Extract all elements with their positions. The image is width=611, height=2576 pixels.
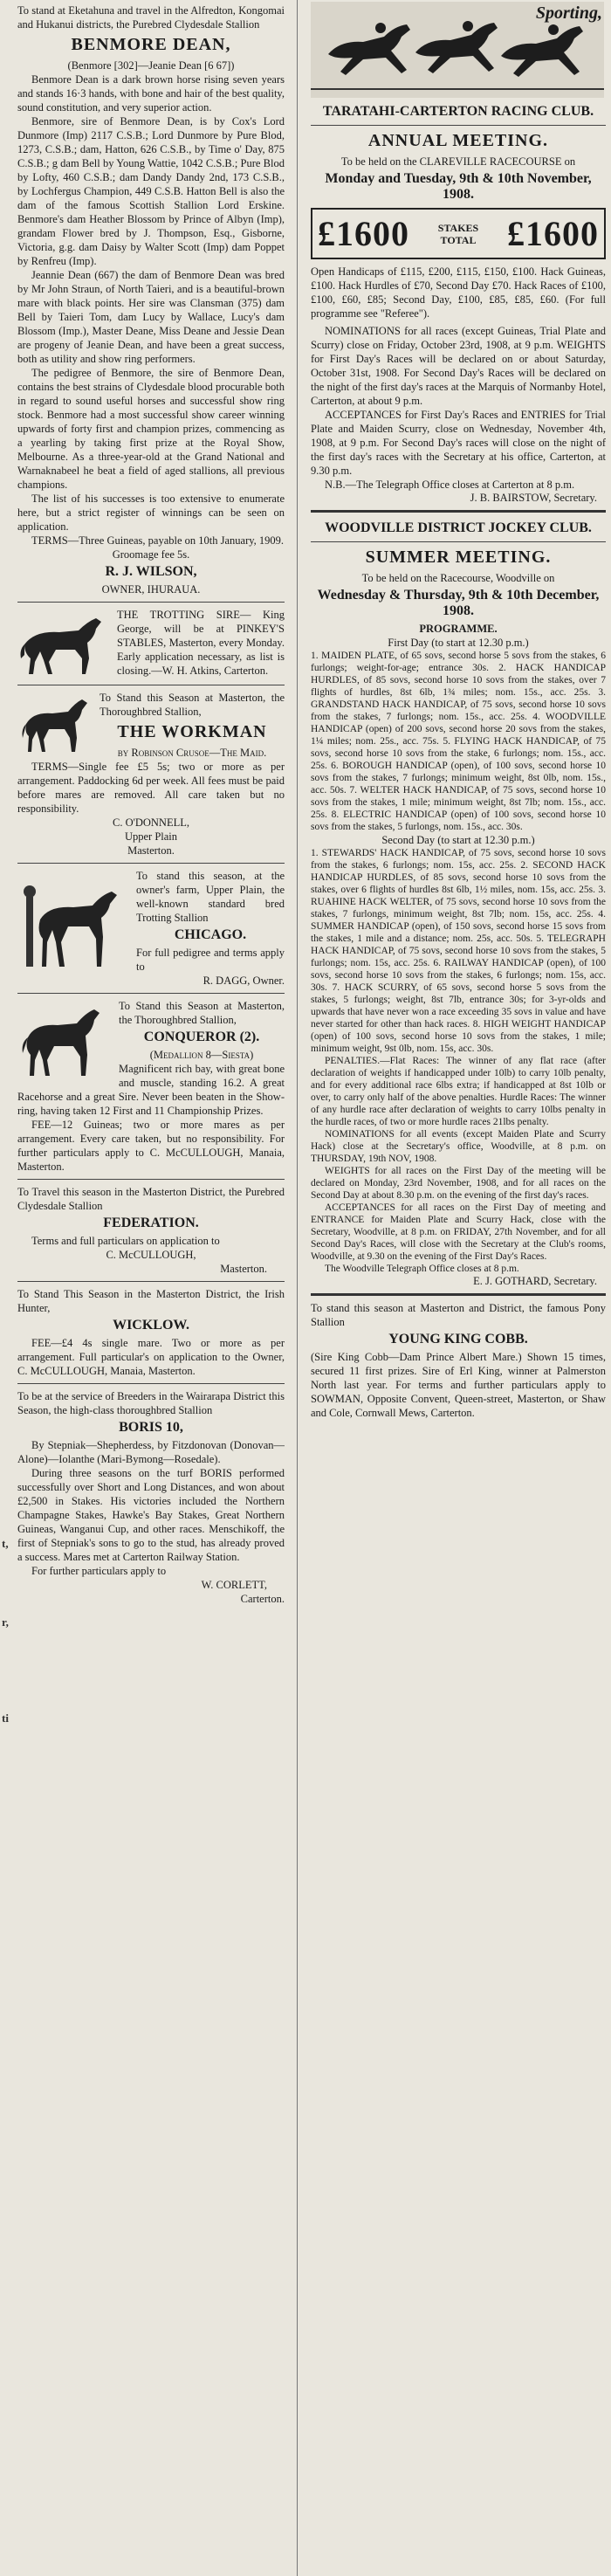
- chicago-ad: [17, 869, 285, 988]
- benmore-title: BENMORE DEAN,: [71, 35, 231, 54]
- taratahi-acceptances: ACCEPTANCES for First Day's Races and ENTRIES for Trial Plate and Maiden Scurry, close on Wednesday, November 4th, 1908, at 9 p.m. For Second Day's races will close on the night of the first day's races with the Secretary at his office, Carterton, at 9.30 p.m.: [311, 409, 606, 477]
- stakes-right: £1600: [507, 214, 599, 253]
- boris-ad: [17, 1389, 285, 1606]
- federation-terms: Terms and full particulars on application to: [31, 1235, 220, 1247]
- woodville-ad: [311, 518, 606, 1288]
- wicklow-intro: To Stand This Season in the Masterton District, the Irish Hunter,: [17, 1288, 285, 1314]
- stakes-label-top: STAKES: [437, 221, 479, 234]
- taratahi-held: To be held on the CLAREVILLE RACECOURSE on: [340, 155, 576, 168]
- conqueror-text: To Stand this Season at Masterton, the Thoroughbred Stallion,: [119, 1000, 285, 1026]
- benmore-groomage: Groomage fee 5s.: [112, 548, 190, 561]
- taratahi-dates: Monday and Tuesday, 9th & 10th November, 1908.: [325, 171, 592, 202]
- conqueror-name: CONQUEROR (2).: [143, 1030, 260, 1044]
- workman-place1: Upper Plain: [124, 830, 178, 843]
- workman-owner: C. O'DONNELL,: [112, 816, 189, 829]
- benmore-para4: The pedigree of Benmore, the sire of Benmore Dean, contains the best strains of Clydesdale blood procurable both in regard to sound useful horses and successful show ring stock. Benmore had a most successful show career winning upwards of forty first and champion prizes, commencing as a yearling by taking first prize at the Royal Show, Melbourne. As a three-year-old at the Grand National and Warnaknabeel he beat a field of aged stallions, all previous champions.: [17, 367, 285, 491]
- chicago-apply: For full pedigree and terms apply to: [136, 947, 285, 973]
- taratahi-sig: J. B. BAIRSTOW, Secretary.: [470, 492, 597, 504]
- edge-mark: t,: [2, 1537, 9, 1550]
- woodville-programme: PROGRAMME.: [419, 623, 498, 635]
- federation-ad: [17, 1185, 285, 1276]
- divider: [17, 1383, 285, 1384]
- benmore-owner-role: OWNER, IHURAUA.: [101, 583, 201, 596]
- edge-mark: ti: [2, 1712, 9, 1725]
- boris-apply: For further particulars apply to: [31, 1565, 167, 1577]
- taratahi-ad: [311, 101, 606, 505]
- woodville-acceptances: ACCEPTANCES for all races on the First Day of meeting and ENTRANCE for Maiden Plate and Scurry Hack, close with the Secretary, Woodville, at 8 p.m. on FRIDAY, 27th November, and for all Second Day's Races, will close with the Secretary at the Club's rooms, Woodville, at 9.30 on the evening of the First Day's Races.: [311, 1202, 606, 1262]
- cobb-intro: To stand this season at Masterton and District, the famous Pony Stallion: [311, 1302, 606, 1328]
- conqueror-breeding: (Medallion 8—Siesta): [149, 1049, 254, 1061]
- woodville-held: To be held on the Racecourse, Woodville on: [361, 572, 555, 584]
- workman-terms: TERMS—Single fee £5 5s; two or more as per arrangement. Paddocking 6d per week. All fees must be paid before mares are removed. All care taken but no responsibility.: [17, 761, 285, 815]
- benmore-dean-ad: [17, 3, 285, 596]
- divider: [17, 602, 285, 603]
- workman-breeding: by Robinson Crusoe—The Maid.: [117, 747, 267, 759]
- divider: [17, 1281, 285, 1282]
- benmore-owner: R. J. WILSON,: [105, 564, 197, 579]
- left-column: [0, 0, 288, 2576]
- boris-para: During three seasons on the turf BORIS performed successfully over Short and Long Distances, and won about £2,500 in Stakes. His victories included the Northern Champagne Stakes, Hawke's Bay Stakes, Great Northern Guineas, Wanganui Cup, and other races. Menschikoff, the first of Stepniak's sons to go to the stud, has already proved a success. Mares met at Carterton Railway Station.: [17, 1467, 285, 1563]
- benmore-subtitle: (Benmore [302]—Jeanie Dean [6 67]): [67, 59, 235, 72]
- trotting-sire-ad: [17, 608, 285, 679]
- federation-place: Masterton.: [220, 1263, 267, 1275]
- benmore-para3: Jeannie Dean (667) the dam of Benmore Dean was bred by Mr John Straun, of North Taieri, and is a beautiful-brown mare with black points. Her sire was Clansman (375) dam Bell by Taieri Tom, dam Lucy by Wallace, Lucy's dam Blossom (Imp.), Master Deane, Miss Deane and Jessie Dean are progeny of Jeanie Dean, and have been a great success, both as utility and show ring performers.: [17, 269, 285, 365]
- edge-mark: r,: [2, 1615, 9, 1629]
- federation-name: FEDERATION.: [103, 1216, 199, 1230]
- chicago-horse-icon: [17, 871, 131, 975]
- boris-place: Carterton.: [240, 1593, 285, 1605]
- woodville-nominations: NOMINATIONS for all events (except Maiden Plate and Scurry Hack) close at the Secretary's office, Woodville, at 8 p.m. on THURSDAY, 19th NOV, 1908.: [311, 1129, 606, 1164]
- woodville-day1-text: 1. MAIDEN PLATE, of 65 sovs, second horse 5 sovs from the stakes, 6 furlongs; weight-for-age; entrance 30s. 2. HACK HANDICAP HURDLES, of 85 sovs, second horse 10 sovs from the stakes, over 7 flights of hurdles, 8st 6lb, 1¾ miles; nom. 15s., acc. 25s. 3. GRANDSTAND HACK HANDICAP, of 75 sovs, second horse 10 sovs from the stakes, 7 furlongs; nom. 15s., acc. 25s. 4. WOODVILLE HANDICAP (open) of 200 sovs, second horse 20 sovs from the stakes, 1¼ miles; nom. 25s., acc. 75s. 5. FLYING HACK HANDICAP, of 75 sovs, second horse 10 sovs from the stake, 6 furlongs; nom. 15s., acc. 25s. 6. BOROUGH HANDICAP (open), of 100 sovs, second horse 10 sovs from the stakes, 7 furlongs; minimum weight, 8st 0lb, nom. 15s., acc. 50s. 7. WELTER HACK HANDICAP, of 75 sovs, second horse 10 sovs from the stakes, 1 mile; minimum weight, 8st 7lb; nom. 15s., acc. 25s. 8. ELECTRIC HANDICAP (open) of 100 sovs, second horse 10 sovs from the stakes, 5 furlongs, nom. 15s., acc. 30s.: [311, 651, 606, 832]
- stakes-label: [438, 222, 478, 246]
- benmore-para5: The list of his successes is too extensive to enumerate here, but a strict register of winnings can be seen on application.: [17, 492, 285, 533]
- wicklow-fee: FEE—£4 4s single mare. Two or more as per arrangement. Full particular's on application to the Owner, C. McCULLOUGH, Manaia, Masterton.: [17, 1337, 285, 1377]
- trotting-horse-icon: [17, 610, 112, 678]
- woodville-weights: WEIGHTS for all races on the First Day of the meeting will be declared on Monday, 23rd November, 1908, and for all races on the Second Day at about 8.30 p.m. on the evening of the first day's races.: [311, 1166, 606, 1201]
- chicago-text: To stand this season, at the owner's farm, Upper Plain, the well-known standard bred Trotting Stallion: [136, 870, 285, 924]
- woodville-dates: Wednesday & Thursday, 9th & 10th December, 1908.: [317, 588, 600, 618]
- woodville-day2: Second Day (to start at 12.30 p.m.): [381, 834, 535, 846]
- woodville-telegraph: The Woodville Telegraph Office closes at 8 p.m.: [325, 1264, 519, 1274]
- taratahi-prizes: Open Handicaps of £115, £200, £115, £150, £100. Hack Guineas, £100. Hack Hurdles of £70, Second Day £70. Hack Races of £100, £100, £60, £85; Second Day, £100, £85, £85, £60. (For full programme see "Referee").: [311, 265, 606, 320]
- young-king-cobb-ad: [311, 1301, 606, 1420]
- cobb-para: (Sire King Cobb—Dam Prince Albert Mare.) Shown 15 times, secured 11 first prizes. Sire of Erl King, winner at Palmerston North last year. For terms and further particulars apply to SOWMAN, Opposite Convent, Queen-street, Masterton, or Shaw and Cole, Cornwall Mews, Carterton.: [311, 1351, 606, 1419]
- workman-horse-icon: [17, 692, 94, 755]
- boris-breeding: By Stepniak—Shepherdess, by Fitzdonovan (Donovan—Alone)—Iolanthe (Mari-Bymong—Rosedale).: [17, 1439, 285, 1465]
- divider: [17, 1179, 285, 1180]
- divider: [17, 863, 285, 864]
- trotting-text: THE TROTTING SIRE— King George, will be at PINKEY'S STABLES, Masterton, every Monday. Early application necessary, as list is closing.—W. H. Atkins, Carterton.: [117, 609, 285, 677]
- divider: [17, 993, 285, 994]
- wicklow-name: WICKLOW.: [113, 1318, 189, 1333]
- workman-ad: [17, 691, 285, 858]
- taratahi-nb: N.B.—The Telegraph Office closes at Carterton at 8 p.m.: [325, 479, 575, 491]
- chicago-owner: R. DAGG, Owner.: [203, 975, 285, 987]
- divider: [311, 510, 606, 513]
- conqueror-horse-icon: [17, 1001, 113, 1079]
- boris-intro: To be at the service of Breeders in the Wairarapa District this Season, the high-class thoroughbred Stallion: [17, 1390, 285, 1416]
- woodville-day1: First Day (to start at 12.30 p.m.): [388, 637, 529, 649]
- conqueror-para: Magnificent rich bay, with great bone and muscle, standing 16.2. A great Racehorse and a great Sire. Never been beaten in the Show-ring, having taken 12 First and 11 Championship Prizes.: [17, 1063, 285, 1117]
- wicklow-ad: [17, 1287, 285, 1378]
- benmore-intro: To stand at Eketahuna and travel in the Alfredton, Kongomai and Hukanui districts, the Purebred Clydesdale Stallion: [17, 4, 285, 31]
- boris-owner: W. CORLETT,: [201, 1579, 267, 1591]
- benmore-para1: Benmore Dean is a dark brown horse rising seven years and stands 16·3 hands, with bone and hair of the best quality, sound constitution, and very superior action.: [17, 73, 285, 114]
- taratahi-club: TARATAHI-CARTERTON RACING CLUB.: [322, 104, 594, 119]
- benmore-para2: Benmore, sire of Benmore Dean, is by Cox's Lord Dunmore (Imp) 2117 C.S.B.; Lord Dunmore by Pure Blod, 1273, C.S.B.; dam, Hatton, 626 C.S.B., by Time o' Day, 875 C.S.B.; g dam Bell by Young Wattie, 1042 C.S.B.; Pure Blod by Lofty, 460 C.S.B.; dam Dandy Dandy 2nd, 173 C.S.B., by Lochfergus Champion, 449 C.S.B. Hatton Bell is also the dam of the famous Scottish Stallion Lord Erskine. Benmore's dam Heather Blossom by Prince of Albyn (Imp), grandam Flower bred by J. Thompson, Esq., Gisborne, Victoria, g.g. dam Daisy by Walter Scott (Imp) dam Poppet by Renfreu (Imp).: [17, 115, 285, 267]
- stakes-label-bot: TOTAL: [440, 233, 477, 246]
- sporting-header: Sporting,: [535, 3, 602, 23]
- federation-owner: C. McCULLOUGH,: [106, 1249, 196, 1261]
- workman-place2: Masterton.: [127, 844, 175, 857]
- workman-name: THE WORKMAN: [117, 722, 267, 741]
- divider: [311, 541, 606, 542]
- benmore-terms: TERMS—Three Guineas, payable on 10th January, 1909.: [31, 534, 285, 547]
- right-column: [304, 0, 611, 2576]
- woodville-meeting: SUMMER MEETING.: [365, 548, 552, 567]
- column-divider: [297, 0, 298, 2576]
- federation-intro: To Travel this season in the Masterton District, the Purebred Clydesdale Stallion: [17, 1186, 285, 1212]
- workman-text: To Stand this Season at Masterton, the Thoroughbred Stallion,: [100, 692, 285, 718]
- sporting-banner: [311, 2, 606, 98]
- divider: [311, 1293, 606, 1296]
- stakes-left: £1600: [318, 214, 409, 253]
- taratahi-nominations: NOMINATIONS for all races (except Guineas, Trial Plate and Scurry) close on Friday, October 23rd, 1908, at 9 p.m. WEIGHTS for First Day's Races will be declared on or about Saturday, October 31st, 1908. For Second Day's Races will be declared on the night of the first day's races at the Marquis of Normanby Hotel, Carterton, at about 9 p.m.: [311, 325, 606, 407]
- stakes-box: [311, 208, 606, 259]
- woodville-club: WOODVILLE DISTRICT JOCKEY CLUB.: [325, 520, 592, 535]
- conqueror-ad: [17, 999, 285, 1174]
- divider: [311, 125, 606, 126]
- woodville-penalties: PENALTIES.—Flat Races: The winner of any flat race (after declaration of weights if handicapped under 10lb) to carry 10lb penalty, and for every additional race 6lbs extra; if handicapped at 8st 10lb or over, to carry only half of the above penalties. Hurdle Races: The winner of any hurdle race after declaration of weights to carry 10lbs penalty in the hurdle races, of two or more hurdle races 21lbs penalty.: [311, 1056, 606, 1127]
- woodville-sig: E. J. GOTHARD, Secretary.: [473, 1275, 597, 1287]
- conqueror-fee: FEE—12 Guineas; two or more mares as per arrangement. Every care taken, but no responsibility. For further particulars apply to C. McCULLOUGH, Manaia, Masterton.: [17, 1119, 285, 1173]
- boris-name: BORIS 10,: [119, 1420, 183, 1435]
- chicago-name: CHICAGO.: [174, 927, 247, 942]
- taratahi-meeting: ANNUAL MEETING.: [367, 131, 549, 150]
- woodville-day2-text: 1. STEWARDS' HACK HANDICAP, of 75 sovs, second horse 10 sovs from the stakes, 6 furlongs; nom. 15s, acc. 25s. 2. SECOND HACK HANDICAP HURDLES, of 85 sovs, second horse 10 sovs from the stakes, over 6 flights of hurdles 8st 6lb, 1½ miles, nom. 15s, acc. 25s. 3. RUAHINE HACK WELTER, of 75 sovs, second horse 10 sovs from the stakes, 7 furlongs, minimum weight, 8st 7lb; nom. 15s, acc. 25s. 4. SUMMER HANDICAP (open), of 150 sovs, second horse 15 sovs from the stakes, 1 mile and a distance; nom. 25s, acc. 50s. 5. TELEGRAPH HACK HANDICAP, of 75 sovs, second horse 10 sovs from the stakes, 5 furlongs; nom. 15s, acc. 25s. 6. RAILWAY HANDICAP (open), of 100 sovs, second horse 10 sovs from the stakes, 6 furlongs; nom. 15s, acc. 30s. 7. HACK SCURRY, of 65 sovs, second horse 5 sovs from the stakes, 5 furlongs; weight, 8st 7lb, entrance 30s; for 3-yr-olds and upwards that have never won a race exceeding 35 sovs in value and have never started for other than hack races. 8. HIGH WEIGHT HANDICAP (open) of 100 sovs, second horse 10 sovs from the stakes, 1 mile; minimum weight, 9st 0lb, nom. 15s, acc. 30s.: [311, 848, 606, 1054]
- cobb-name: YOUNG KING COBB.: [388, 1332, 528, 1347]
